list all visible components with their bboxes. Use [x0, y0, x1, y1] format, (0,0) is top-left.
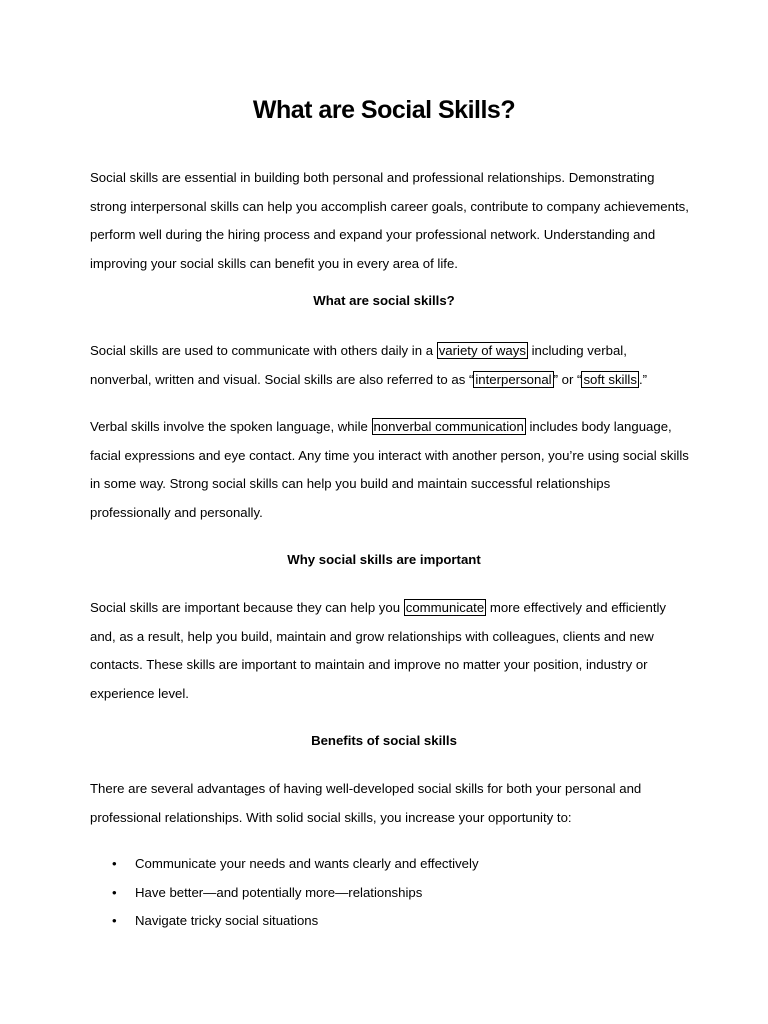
link-interpersonal[interactable]: interpersonal: [475, 371, 552, 387]
verbal-skills-paragraph: [90, 413, 690, 527]
importance-paragraph: [90, 594, 690, 708]
list-item: [90, 882, 690, 911]
benefits-list: [90, 853, 690, 939]
section-heading-what: What are social skills?: [313, 293, 455, 308]
bullet-icon: •: [112, 884, 117, 900]
bullet-icon: •: [112, 856, 117, 871]
link-soft-skills[interactable]: soft skills: [583, 371, 637, 387]
text-run: Social skills are used to communicate with others daily in a: [90, 343, 437, 358]
text-run: more effectively and efficiently and, as a result, help you build, maintain and grow relationships with colleagues, clients and new contacts. These skills are important to maintain and improve no matter your position, industry or experience level.: [90, 600, 667, 701]
text-run: .”: [638, 371, 648, 387]
link-variety-of-ways[interactable]: variety of ways: [438, 343, 526, 358]
text-run: includes body language, facial expressions and eye contact. Any time you interact with another person, you’re using social skills in some way. Strong social skills can help you build and maintain successful relationships professionally and personally.: [90, 419, 689, 520]
list-item: [90, 910, 690, 939]
intro-paragraph: Social skills are essential in building both personal and professional relationships. Demonstrating strong interpersonal skills can help you accomplish career goals, contribute to company achievements, perform well during the hiring process and expand your professional network. Understanding and improving your social skills can benefit you in every area of life.: [90, 170, 689, 271]
link-communicate[interactable]: communicate: [405, 600, 485, 615]
list-item-text: Navigate tricky social situations: [135, 913, 319, 928]
bullet-icon: •: [112, 913, 117, 928]
text-run: Verbal skills involve the spoken language, while: [90, 419, 372, 434]
section-heading-why: Why social skills are important: [287, 552, 481, 567]
text-run: ” or “: [553, 371, 582, 387]
definition-paragraph: [90, 337, 690, 394]
text-run: including verbal, nonverbal, written and visual. Social skills are also referred to as “: [90, 343, 627, 387]
list-item-text: Have better—and potentially more—relationships: [135, 884, 423, 900]
section-heading-benefits: Benefits of social skills: [311, 733, 457, 748]
page-title: What are Social Skills?: [252, 96, 516, 124]
link-nonverbal-communication[interactable]: nonverbal communication: [373, 419, 524, 434]
list-item: [90, 853, 690, 882]
text-run: Social skills are important because they can help you: [90, 600, 404, 615]
list-item-text: Communicate your needs and wants clearly and effectively: [135, 856, 479, 871]
benefits-paragraph: There are several advantages of having well-developed social skills for both your personal and professional relationships. With solid social skills, you increase your opportunity to:: [90, 781, 642, 825]
